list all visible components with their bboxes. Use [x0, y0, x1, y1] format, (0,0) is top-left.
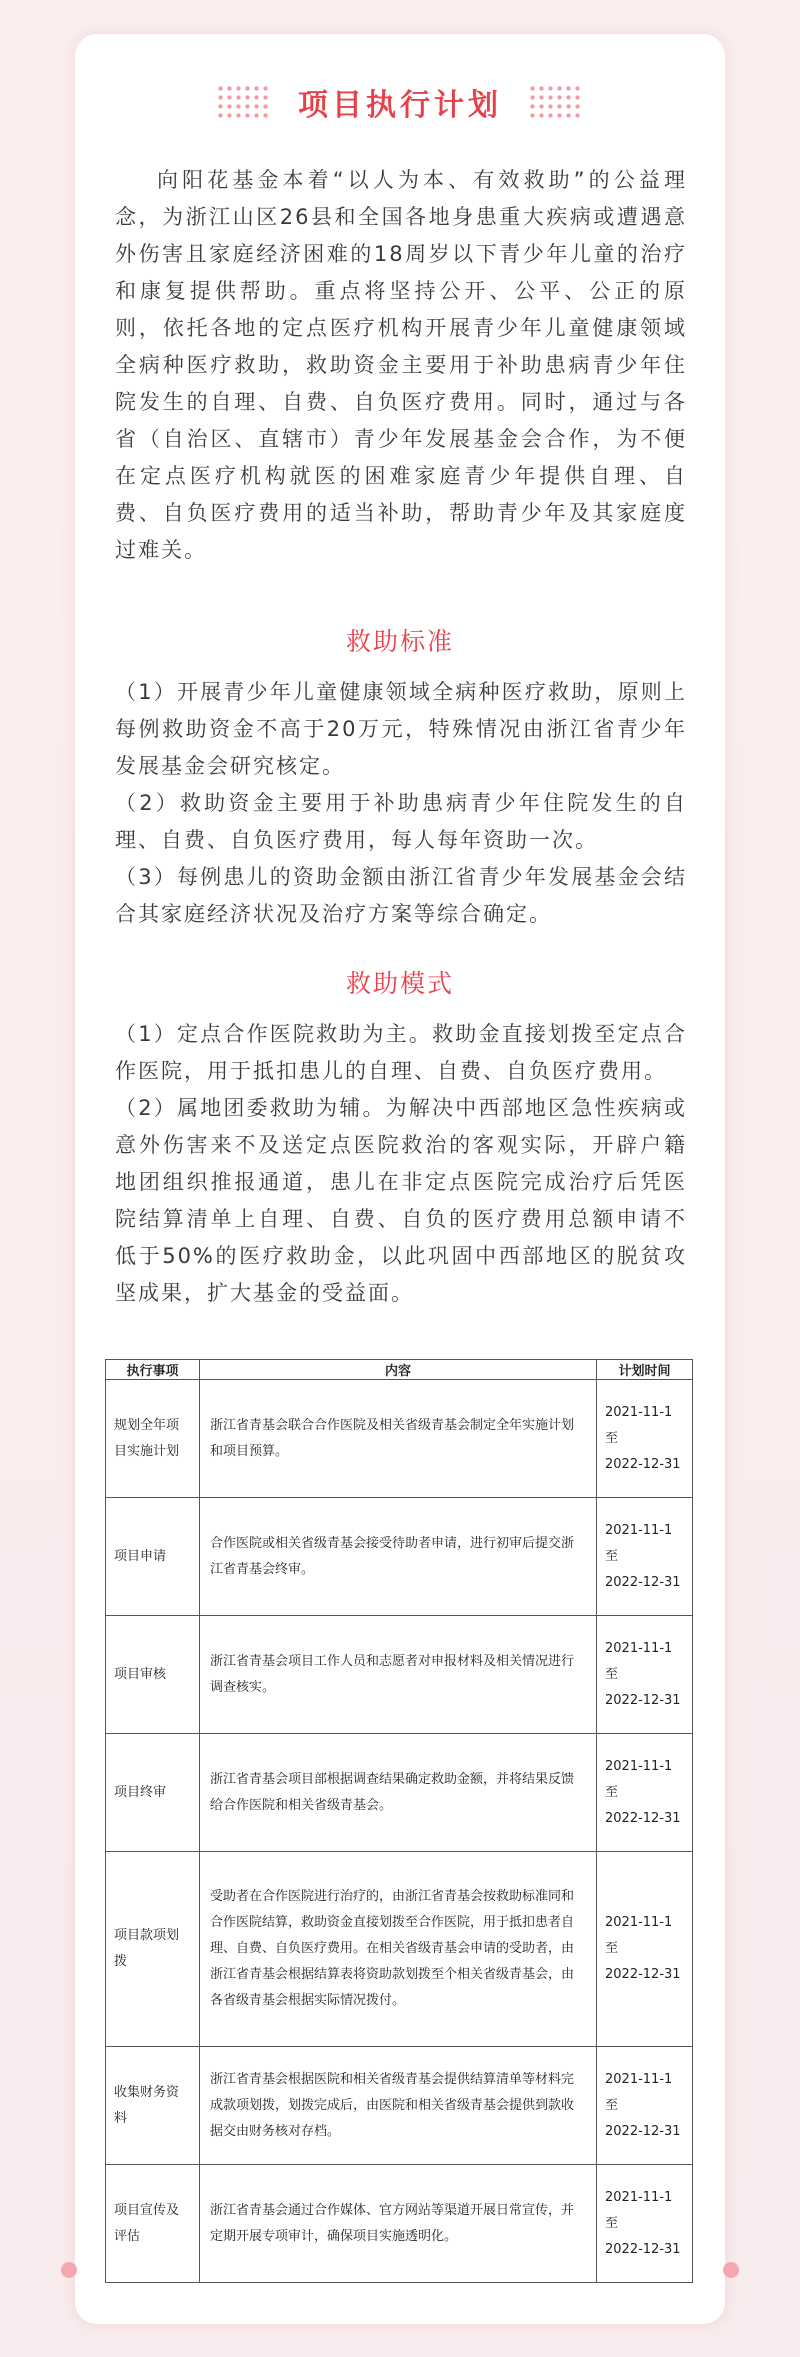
row-content: 浙江省青基会根据医院和相关省级青基会提供结算清单等材料完成款项划拨，划拨完成后，由医院和相关省级青基会提供到款收据交由财务核对存档。 — [200, 2047, 597, 2165]
row-time-to: 至 — [605, 2097, 619, 2113]
row-time-to: 至 — [605, 1784, 619, 1800]
row-time-start: 2021-11-1 — [605, 1915, 673, 1930]
row-time-to: 至 — [605, 1666, 619, 1682]
dot-pattern-left — [216, 84, 272, 120]
plan-table — [105, 1359, 693, 2283]
row-time — [597, 1616, 693, 1734]
table-row — [106, 1734, 693, 1852]
standards-list — [115, 674, 687, 933]
row-time — [597, 1498, 693, 1616]
standards-item: （2）救助资金主要用于补助患病青少年住院发生的自理、自费、自负医疗费用，每人每年资助一次。 — [115, 791, 687, 852]
header-time: 计划时间 — [597, 1360, 693, 1380]
mode-item: （2）属地团委救助为辅。为解决中西部地区急性疾病或意外伤害来不及送定点医院救治的客观实际，开辟户籍地团组织推报通道，患儿在非定点医院完成治疗后凭医院结算清单上自理、自费、自负的医疗费用总额申请不低于50%的医疗救助金，以此巩固中西部地区的脱贫攻坚成果，扩大基金的受益面。 — [115, 1096, 687, 1305]
row-time-start: 2021-11-1 — [605, 1404, 673, 1420]
row-time — [597, 2047, 693, 2165]
table-row — [106, 1498, 693, 1616]
row-time-end: 2022-12-31 — [605, 1692, 681, 1708]
title-row — [75, 72, 725, 132]
row-content: 浙江省青基会通过合作媒体、官方网站等渠道开展日常宣传，并定期开展专项审计，确保项目实施透明化。 — [200, 2165, 597, 2283]
header-content: 内容 — [200, 1360, 597, 1380]
row-item: 规划全年项目实施计划 — [106, 1380, 200, 1498]
row-time-start: 2021-11-1 — [605, 2071, 673, 2087]
table-header-row — [106, 1360, 693, 1380]
row-time-end: 2022-12-31 — [605, 1967, 681, 1982]
table-row — [106, 1616, 693, 1734]
row-content: 浙江省青基会项目部根据调查结果确定救助金额，并将结果反馈给合作医院和相关省级青基会。 — [200, 1734, 597, 1852]
row-time-start: 2021-11-1 — [605, 1522, 673, 1538]
row-time — [597, 1380, 693, 1498]
row-item: 收集财务资料 — [106, 2047, 200, 2165]
row-time-to: 至 — [605, 1941, 619, 1956]
table-row — [106, 2047, 693, 2165]
standards-item: （1）开展青少年儿童健康领域全病种医疗救助，原则上每例救助资金不高于20万元，特殊情况由浙江省青少年发展基金会研究核定。 — [115, 680, 687, 778]
corner-dot-left — [61, 2262, 77, 2278]
row-time-end: 2022-12-31 — [605, 1810, 681, 1826]
row-content: 浙江省青基会项目工作人员和志愿者对申报材料及相关情况进行调查核实。 — [200, 1616, 597, 1734]
row-time — [597, 1734, 693, 1852]
row-time-start: 2021-11-1 — [605, 2189, 673, 2205]
header-item: 执行事项 — [106, 1360, 200, 1380]
row-time-to: 至 — [605, 2215, 619, 2231]
row-content: 合作医院或相关省级青基会接受待助者申请，进行初审后提交浙江省青基会终审。 — [200, 1498, 597, 1616]
intro-paragraph: 向阳花基金本着“以人为本、有效救助”的公益理念，为浙江山区26县和全国各地身患重大疾病或遭遇意外伤害且家庭经济困难的18周岁以下青少年儿童的治疗和康复提供帮助。重点将坚持公开、公平、公正的原则，依托各地的定点医疗机构开展青少年儿童健康领域全病种医疗救助，救助资金主要用于补助患病青少年住院发生的自理、自费、自负医疗费用。同时，通过与各省（自治区、直辖市）青少年发展基金会合作，为不便在定点医疗机构就医的困难家庭青少年提供自理、自费、自负医疗费用的适当补助，帮助青少年及其家庭度过难关。 — [115, 168, 687, 562]
row-content: 受助者在合作医院进行治疗的，由浙江省青基会按救助标准同和合作医院结算，救助资金直接划拨至合作医院，用于抵扣患者自理、自费、自负医疗费用。在相关省级青基会申请的受助者，由浙江省青基会根据结算表将资助款划拨至个相关省级青基会，由各省级青基会根据实际情况拨付。 — [200, 1852, 597, 2047]
row-item: 项目款项划拨 — [106, 1852, 200, 2047]
dot-pattern-right — [528, 84, 584, 120]
row-content: 浙江省青基会联合合作医院及相关省级青基会制定全年实施计划和项目预算。 — [200, 1380, 597, 1498]
row-time-start: 2021-11-1 — [605, 1758, 673, 1774]
table-row — [106, 1380, 693, 1498]
standards-item: （3）每例患儿的资助金额由浙江省青少年发展基金会结合其家庭经济状况及治疗方案等综合确定。 — [115, 865, 687, 926]
row-time-to: 至 — [605, 1430, 619, 1446]
row-time-end: 2022-12-31 — [605, 1456, 681, 1472]
corner-dot-right — [723, 2262, 739, 2278]
row-time-end: 2022-12-31 — [605, 1574, 681, 1590]
table-row — [106, 2165, 693, 2283]
row-time-to: 至 — [605, 1548, 619, 1564]
section-title-mode: 救助模式 — [345, 969, 454, 998]
page-title: 项目执行计划 — [298, 88, 502, 123]
row-time — [597, 2165, 693, 2283]
row-item: 项目终审 — [106, 1734, 200, 1852]
row-item: 项目宣传及评估 — [106, 2165, 200, 2283]
section-title-standards: 救助标准 — [345, 627, 454, 656]
row-time-start: 2021-11-1 — [605, 1640, 673, 1656]
row-time-end: 2022-12-31 — [605, 2123, 681, 2139]
row-item: 项目申请 — [106, 1498, 200, 1616]
mode-item: （1）定点合作医院救助为主。救助金直接划拨至定点合作医院，用于抵扣患儿的自理、自费、自负医疗费用。 — [115, 1022, 687, 1083]
table-row — [106, 1852, 693, 2047]
table-body — [106, 1380, 693, 2283]
mode-list — [115, 1016, 687, 1312]
row-item: 项目审核 — [106, 1616, 200, 1734]
row-time-end: 2022-12-31 — [605, 2241, 681, 2257]
row-time — [597, 1852, 693, 2047]
content-card — [75, 34, 725, 2324]
